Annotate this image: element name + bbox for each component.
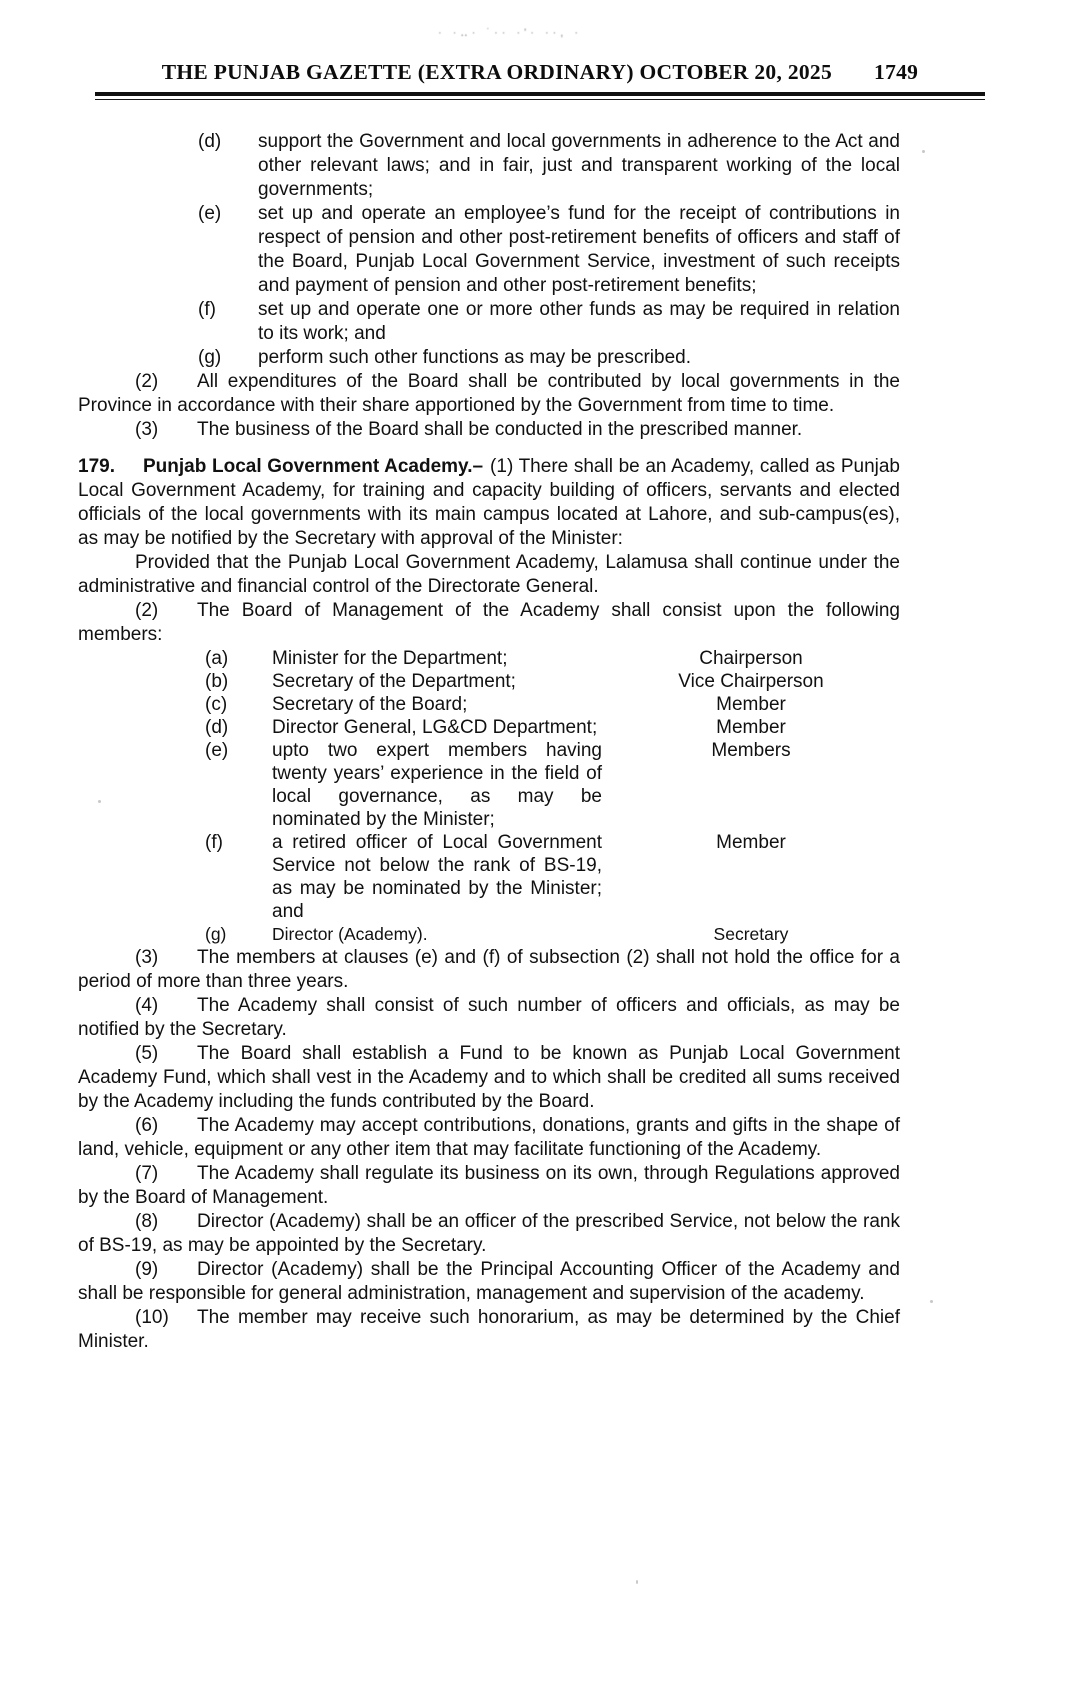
section-179-opening — [78, 455, 900, 551]
subsection-number: (4) — [135, 995, 159, 1016]
subsection-number: (5) — [135, 1043, 159, 1064]
subsection-number: (10) — [135, 1307, 169, 1328]
section-179-subsections — [78, 946, 900, 1354]
subsection-paragraph — [78, 1258, 900, 1306]
member-description: upto two expert members having twenty years’ experience in the field of local governance, as may be nominated by the Minister; — [272, 740, 602, 830]
board-member-row — [78, 831, 900, 923]
clause-list — [78, 130, 900, 370]
proviso-paragraph: Provided that the Punjab Local Government Academy, Lalamusa shall continue under the administrative and financial control of the Directorate General. — [78, 552, 900, 597]
member-description: Director General, LG&CD Department; — [272, 717, 598, 738]
subsection-text: The Board of Management of the Academy shall consist upon the following members: — [78, 600, 900, 645]
subsection-paragraph — [78, 370, 900, 418]
member-role: Vice Chairperson — [678, 671, 824, 692]
gazette-title: THE PUNJAB GAZETTE (EXTRA ORDINARY) OCTOBER 20, 2025 — [161, 60, 833, 84]
board-member-list — [78, 647, 900, 946]
member-clause-label: (g) — [205, 924, 227, 944]
member-description: Secretary of the Department; — [272, 671, 516, 692]
subsection-text: The Board shall establish a Fund to be known as Punjab Local Government Academy Fund, which shall vest in the Academy and to which shall be credited all sums received by the Academy including the funds contributed by the Board. — [78, 1043, 900, 1112]
page-number: 1749 — [874, 60, 919, 84]
subsection-number: (7) — [135, 1163, 159, 1184]
section-heading: Punjab Local Government Academy.– — [143, 456, 484, 477]
member-role: Members — [711, 740, 791, 761]
gazette-header — [0, 0, 1080, 85]
member-clause-label: (a) — [205, 648, 229, 669]
subsection-text: Director (Academy) shall be an officer of the prescribed Service, not below the rank of BS-19, as may be appointed by the Secretary. — [78, 1211, 900, 1256]
member-description: Director (Academy). — [272, 924, 428, 944]
member-description: a retired officer of Local Government Service not below the rank of BS-19, as may be nominated by the Minister; and — [272, 832, 602, 922]
subsection-paragraph — [78, 1306, 900, 1354]
member-description: Secretary of the Board; — [272, 694, 468, 715]
clause-label: (e) — [198, 203, 222, 224]
scan-speck — [930, 1300, 933, 1303]
clause-text: support the Government and local governments in adherence to the Act and other relevant laws; and in fair, just and transparent working of the local governments; — [258, 131, 900, 200]
subsection-text: The business of the Board shall be conducted in the prescribed manner. — [197, 419, 803, 440]
scan-noise: · ·‥· ˙·· ·'· ··, · — [438, 27, 583, 39]
clause-text: set up and operate one or more other funds as may be required in relation to its work; and — [258, 299, 900, 344]
clause-row — [78, 202, 900, 298]
subsection-number: (2) — [135, 600, 159, 621]
clause-text: set up and operate an employee’s fund for the receipt of contributions in respect of pension and other post-retirement benefits of officers and staff of the Board, Punjab Local Government Service, investment of such receipts and payment of pension and other post-retirement benefits; — [258, 203, 900, 296]
member-clause-label: (d) — [205, 717, 229, 738]
subsection-text: The member may receive such honorarium, as may be determined by the Chief Minister. — [78, 1307, 900, 1352]
member-clause-label: (b) — [205, 671, 229, 692]
previous-section-subsections — [78, 370, 900, 442]
member-role: Secretary — [713, 924, 789, 944]
document-body — [78, 130, 900, 1354]
clause-row — [78, 346, 900, 370]
scan-speck — [922, 150, 925, 153]
board-member-row — [78, 693, 900, 716]
subsection-text: The Academy shall regulate its business on its own, through Regulations approved by the Board of Management. — [78, 1163, 900, 1208]
member-role: Member — [716, 832, 786, 853]
member-role: Chairperson — [699, 648, 803, 669]
subsection-number: (8) — [135, 1211, 159, 1232]
subsection-text: The Academy shall consist of such number of officers and officials, as may be notified by the Secretary. — [78, 995, 900, 1040]
subsection-paragraph — [78, 1210, 900, 1258]
subsection-number: (2) — [135, 371, 159, 392]
scan-speck — [636, 1580, 638, 1584]
scan-speck — [98, 800, 101, 803]
subsection-number: (9) — [135, 1259, 159, 1280]
section-intro: (1) There shall be an Academy, called as Punjab Local Government Academy, for training and capacity building of officers, servants and elected officials of the local governments with its main campus located at Lahore, and sub-campus(es), as may be notified by the Secretary with approval of the Minister: — [78, 456, 900, 549]
subsection-number: (6) — [135, 1115, 159, 1136]
section-number: 179. — [78, 456, 115, 477]
member-clause-label: (e) — [205, 740, 229, 761]
subsection-paragraph — [78, 1114, 900, 1162]
subsection-number: (3) — [135, 419, 159, 440]
subsection-paragraph — [78, 1042, 900, 1114]
board-member-row — [78, 923, 900, 946]
subsection-paragraph — [78, 418, 900, 442]
member-role: Member — [716, 717, 786, 738]
subsection-text: The members at clauses (e) and (f) of subsection (2) shall not hold the office for a period of more than three years. — [78, 947, 900, 992]
clause-text: perform such other functions as may be prescribed. — [258, 347, 691, 368]
board-member-row — [78, 647, 900, 670]
header-rule — [95, 92, 985, 100]
member-clause-label: (c) — [205, 694, 228, 715]
subsection-2-paragraph — [78, 599, 900, 647]
clause-row — [78, 130, 900, 202]
clause-label: (d) — [198, 131, 222, 152]
member-clause-label: (f) — [205, 832, 223, 853]
subsection-text: Director (Academy) shall be the Principal Accounting Officer of the Academy and shall be responsible for general administration, management and supervision of the academy. — [78, 1259, 900, 1304]
subsection-paragraph — [78, 946, 900, 994]
member-description: Minister for the Department; — [272, 648, 508, 669]
subsection-number: (3) — [135, 947, 159, 968]
subsection-paragraph — [78, 994, 900, 1042]
board-member-row — [78, 739, 900, 831]
subsection-text: All expenditures of the Board shall be contributed by local governments in the Province in accordance with their share apportioned by the Government from time to time. — [78, 371, 900, 416]
subsection-paragraph — [78, 1162, 900, 1210]
board-member-row — [78, 670, 900, 693]
subsection-text: The Academy may accept contributions, donations, grants and gifts in the shape of land, vehicle, equipment or any other item that may facilitate functioning of the Academy. — [78, 1115, 900, 1160]
clause-label: (f) — [198, 299, 216, 320]
clause-row — [78, 298, 900, 346]
clause-label: (g) — [198, 347, 222, 368]
board-member-row — [78, 716, 900, 739]
member-role: Member — [716, 694, 786, 715]
